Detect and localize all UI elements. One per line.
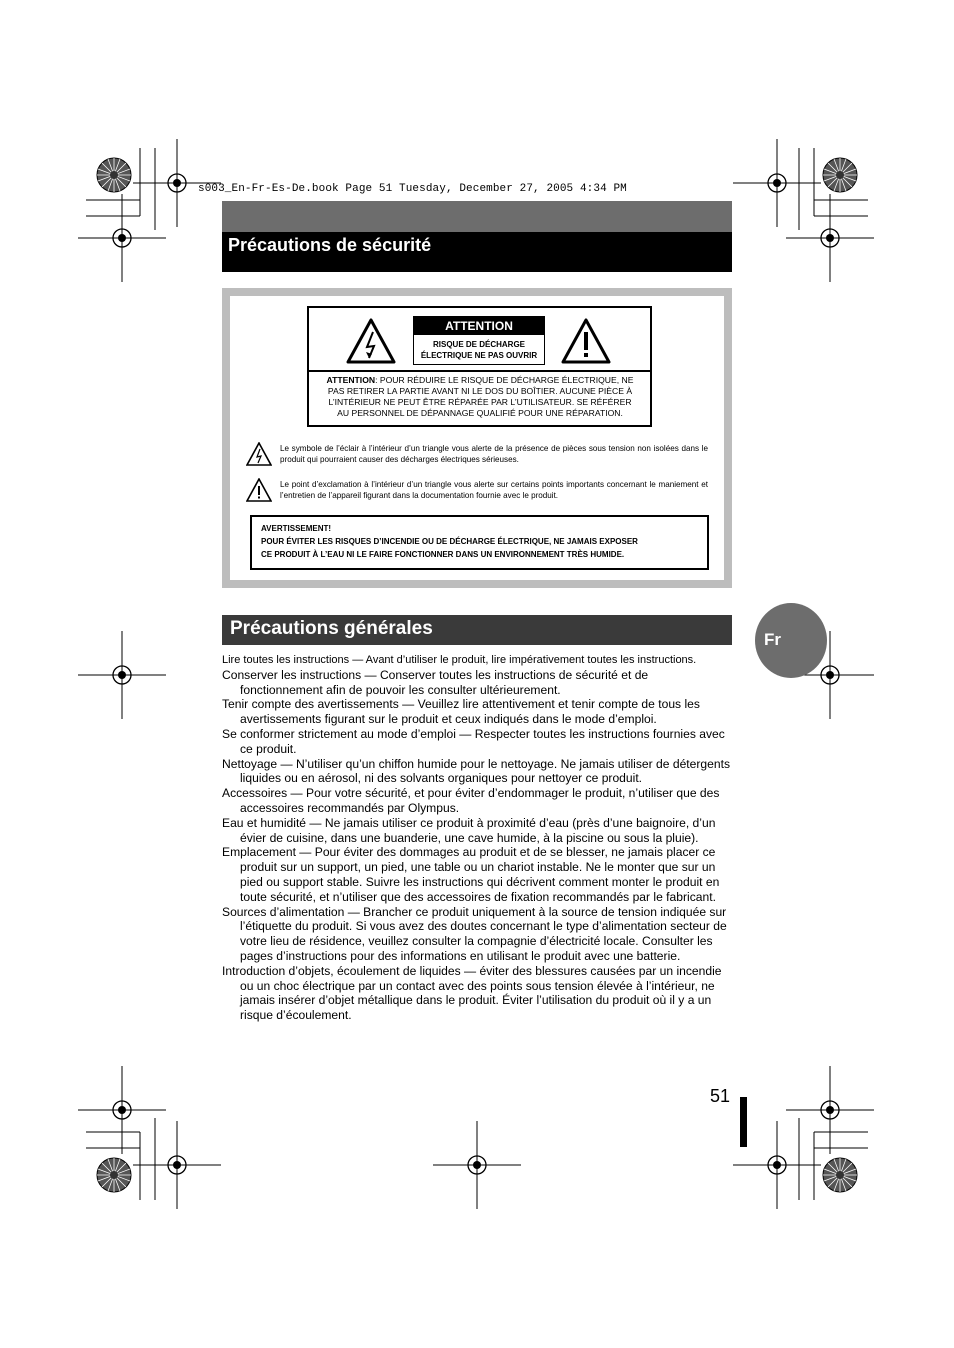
exclamation-symbol-icon xyxy=(246,478,272,502)
section-header-band xyxy=(222,201,732,232)
section-title-safety: Précautions de sécurité xyxy=(228,235,432,255)
attention-heading: ATTENTION xyxy=(414,317,544,335)
paragraph: Accessoires — Pour votre sécurité, et pour éviter d’endommager le produit, n’utiliser que des accessoires recommandés par Olympus. xyxy=(222,786,720,815)
paragraph: Conserver les instructions — Conserver toutes les instructions de sécurité et de fonctionnement afin de pouvoir les consulter ultérieurement. xyxy=(222,667,649,697)
paragraph: Introduction d’objets, écoulement de liquides — éviter des blessures causées par un incendie ou un choc électrique par un contact avec des points sous tension élevée à l’intérieur, ne jamais insérer d’objet métallique dans le produit. Éviter l’utilisation du produit où il y a un risque d’écoulement. xyxy=(222,963,722,1023)
paragraph: Nettoyage — N’utiliser qu’un chiffon humide pour le nettoyage. Ne jamais utiliser de détergents liquides ou en aérosol, ni des solvants organiques pour nettoyer ce produit. xyxy=(222,756,730,786)
caution-divider xyxy=(309,370,650,372)
paragraph: Se conformer strictement au mode d’emploi — Respecter toutes les instructions fournies avec ce produit. xyxy=(222,726,725,756)
caution-text: ATTENTION: POUR RÉDUIRE LE RISQUE DE DÉCHARGE ÉLECTRIQUE, NE PAS RETIRER LA PARTIE AVANT NI LE DOS DU BOÎTIER. AUCUNE PIÈCE À L’INTÉRIEUR NE PEUT ÊTRE RÉPARÉE PAR L’UTILISATEUR. SE RÉFÉRER AU PERSONNEL DE DÉPANNAGE QUALIFIÉ POUR UNE RÉPARATION. xyxy=(326,375,634,418)
attention-subtext: RISQUE DE DÉCHARGE ÉLECTRIQUE NE PAS OUVRIR xyxy=(420,340,538,360)
language-tab-label: Fr xyxy=(764,630,781,649)
exclamation-symbol-text: Le point d’exclamation à l’intérieur d’un triangle vous alerte sur certains points importants concernant le maniement et l’entretien de l’appareil figurant dans la documentation fournie avec le produit. xyxy=(280,480,708,500)
warning-text: AVERTISSEMENT! POUR ÉVITER LES RISQUES D’INCENDIE OU DE DÉCHARGE ÉLECTRIQUE, NE JAMAIS EXPOSER CE PRODUIT À L’EAU NI LE FAIRE FONCTIONNER DANS UN ENVIRONNEMENT TRÈS HUMIDE. xyxy=(261,524,638,559)
print-header: s003_En-Fr-Es-De.book Page 51 Tuesday, December 27, 2005 4:34 PM xyxy=(198,183,627,195)
exclamation-triangle-icon xyxy=(561,318,611,364)
paragraph: Sources d’alimentation — Brancher ce produit uniquement à la source de tension indiquée sur l’étiquette du produit. Si vous avez des doutes concernant le type d’alimentation secteur de votre lieu de résidence, veuillez consulter la compagnie d’électricité locale. Consulter les pages d’instructions pour des informations en utilisant le produit avec une batterie. xyxy=(222,904,727,963)
paragraph: Lire toutes les instructions — Avant d’utiliser le produit, lire impérativement toutes les instructions. xyxy=(222,654,697,666)
lightning-symbol-text: Le symbole de l’éclair à l’intérieur d’un triangle vous alerte de la présence de pièces sous tension non isolées dans le produit qui pourraient causer des décharges électriques sérieuses. xyxy=(280,444,708,464)
page-number: 51 xyxy=(710,1086,731,1106)
paragraph: Emplacement — Pour éviter des dommages au produit et de se blesser, ne jamais placer ce produit sur un support, un pied, une table ou un chariot instable. Ne le monter que sur un pied ou support stable. Suivre les instructions qui décrivent comment monter le produit en toute sécurité, et n’utiliser que des accessoires de fixation recommandés par le fabricant. xyxy=(222,845,720,904)
lightning-symbol-icon xyxy=(246,442,272,466)
section-title-general: Précautions générales xyxy=(230,618,433,639)
lightning-triangle-icon xyxy=(346,318,396,364)
page-edge-bar xyxy=(740,1097,747,1147)
paragraph: Eau et humidité — Ne jamais utiliser ce produit à proximité d’eau (près d’une baignoire, d’un évier de cuisine, dans une buanderie, une cave humide, à la piscine ou sous la pluie). xyxy=(222,815,716,845)
paragraph: Tenir compte des avertissements — Veuillez lire attentivement et tenir compte de tous les avertissements figurant sur le produit et ceux indiqués dans le mode d’emploi. xyxy=(222,697,700,727)
general-precautions-body xyxy=(222,653,732,1023)
